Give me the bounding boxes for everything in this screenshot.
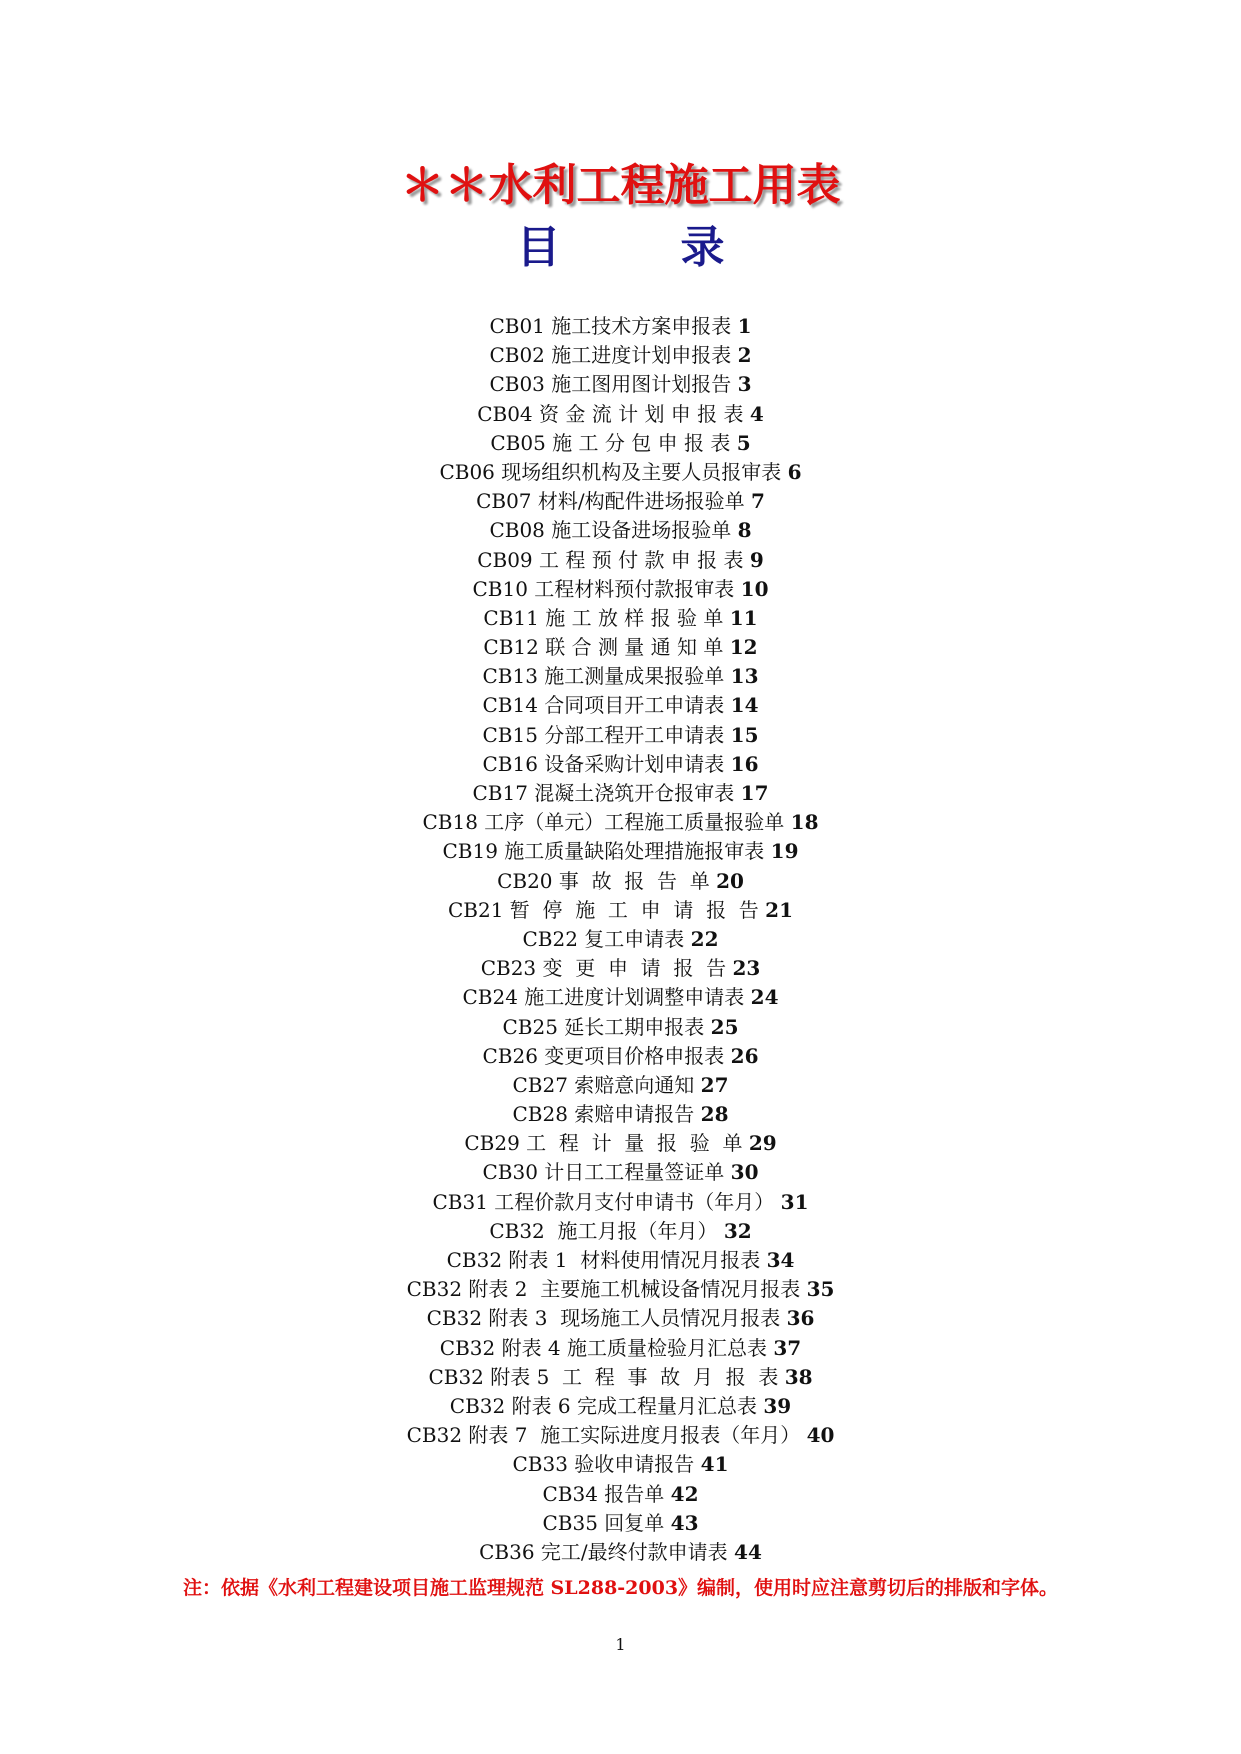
toc-entry-label: CB15 分部工程开工申请表 xyxy=(482,722,725,747)
toc-entry-label: CB32 附表 4 施工质量检验月汇总表 xyxy=(439,1335,768,1360)
toc-entry[interactable] xyxy=(0,954,1241,983)
toc-entry[interactable] xyxy=(0,370,1241,399)
toc-entry[interactable] xyxy=(0,808,1241,837)
toc-entry-page-number: 22 xyxy=(690,926,719,951)
toc-entry-page-number: 13 xyxy=(730,664,759,689)
toc-entry-page-number: 35 xyxy=(806,1277,835,1302)
toc-entry-label: CB20 事 故 报 告 单 xyxy=(497,868,710,893)
toc-entry[interactable] xyxy=(0,925,1241,954)
toc-entry-page-number: 18 xyxy=(790,810,819,835)
toc-entry-page-number: 37 xyxy=(773,1335,802,1360)
toc-entry[interactable] xyxy=(0,1129,1241,1158)
toc-entry[interactable] xyxy=(0,1421,1241,1450)
toc-entry[interactable] xyxy=(0,1392,1241,1421)
toc-entry[interactable] xyxy=(0,1071,1241,1100)
toc-entry-label: CB21 暂 停 施 工 申 请 报 告 xyxy=(447,897,759,922)
toc-entry[interactable] xyxy=(0,1450,1241,1479)
toc-entry[interactable] xyxy=(0,867,1241,896)
toc-entry[interactable] xyxy=(0,1480,1241,1509)
toc-entry-page-number: 41 xyxy=(700,1452,729,1477)
toc-entry[interactable] xyxy=(0,1188,1241,1217)
toc-entry-label: CB27 索赔意向通知 xyxy=(512,1072,695,1097)
toc-entry-page-number: 25 xyxy=(710,1014,739,1039)
toc-entry[interactable] xyxy=(0,312,1241,341)
document-title: ＊＊水利工程施工用表 xyxy=(400,160,841,211)
toc-entry-page-number: 21 xyxy=(765,897,793,922)
toc-entry-label: CB07 材料/构配件进场报验单 xyxy=(476,489,745,514)
toc-entry-label: CB36 完工/最终付款申请表 xyxy=(479,1539,728,1564)
toc-entry-label: CB31 工程价款月支付申请书（年月） xyxy=(432,1189,775,1214)
toc-entry-label: CB03 施工图用图计划报告 xyxy=(489,372,732,397)
toc-entry[interactable] xyxy=(0,779,1241,808)
toc-entry-label: CB13 施工测量成果报验单 xyxy=(482,664,725,689)
toc-entry-label: CB04 资 金 流 计 划 申 报 表 xyxy=(477,401,744,426)
toc-entry-label: CB32 施工月报（年月） xyxy=(489,1218,718,1243)
toc-entry-label: CB16 设备采购计划申请表 xyxy=(482,751,725,776)
toc-entry-page-number: 28 xyxy=(700,1102,729,1127)
toc-entry-page-number: 26 xyxy=(730,1043,759,1068)
toc-entry-label: CB01 施工技术方案申报表 xyxy=(489,314,732,338)
toc-entry-page-number: 17 xyxy=(740,781,769,805)
toc-entry[interactable] xyxy=(0,1275,1241,1304)
toc-entry[interactable] xyxy=(0,604,1241,633)
toc-entry[interactable] xyxy=(0,400,1241,429)
toc-entry-page-number: 2 xyxy=(737,343,752,368)
toc-entry-page-number: 5 xyxy=(736,430,751,455)
toc-entry[interactable] xyxy=(0,837,1241,866)
toc-entry-page-number: 6 xyxy=(787,459,802,484)
toc-entry-label: CB02 施工进度计划申报表 xyxy=(489,343,732,368)
toc-entry-label: CB10 工程材料预付款报审表 xyxy=(472,576,735,601)
toc-entry[interactable] xyxy=(0,896,1241,925)
page-number: 1 xyxy=(615,1635,626,1654)
toc-entry[interactable] xyxy=(0,429,1241,458)
toc-entry-page-number: 39 xyxy=(763,1393,792,1418)
toc-entry-label: CB32 附表 5 工 程 事 故 月 报 表 xyxy=(428,1364,779,1389)
toc-entry-label: CB29 工 程 计 量 报 验 单 xyxy=(464,1131,743,1156)
toc-entry-label: CB32 附表 6 完成工程量月汇总表 xyxy=(449,1393,758,1418)
table-of-contents xyxy=(0,312,1241,1567)
toc-entry[interactable] xyxy=(0,1013,1241,1042)
toc-entry-label: CB32 附表 2 主要施工机械设备情况月报表 xyxy=(406,1277,801,1302)
toc-entry[interactable] xyxy=(0,1158,1241,1187)
toc-entry[interactable] xyxy=(0,1363,1241,1392)
toc-entry-label: CB34 报告单 xyxy=(542,1481,665,1506)
toc-entry-page-number: 4 xyxy=(749,401,764,426)
toc-entry-page-number: 19 xyxy=(770,839,799,864)
toc-entry-page-number: 1 xyxy=(737,314,752,338)
toc-entry[interactable] xyxy=(0,1334,1241,1363)
toc-entry-label: CB18 工序（单元）工程施工质量报验单 xyxy=(422,810,785,835)
toc-entry-label: CB26 变更项目价格申报表 xyxy=(482,1043,725,1068)
toc-entry[interactable] xyxy=(0,458,1241,487)
toc-entry[interactable] xyxy=(0,721,1241,750)
toc-entry-page-number: 8 xyxy=(737,518,752,543)
toc-entry-label: CB12 联 合 测 量 通 知 单 xyxy=(483,635,724,660)
toc-entry-page-number: 20 xyxy=(716,868,744,893)
toc-entry-page-number: 38 xyxy=(784,1364,813,1389)
toc-entry[interactable] xyxy=(0,487,1241,516)
toc-entry-page-number: 36 xyxy=(786,1306,815,1331)
toc-entry[interactable] xyxy=(0,662,1241,691)
toc-entry-label: CB23 变 更 申 请 报 告 xyxy=(480,956,727,981)
toc-entry-label: CB32 附表 1 材料使用情况月报表 xyxy=(446,1248,761,1272)
toc-entry-label: CB33 验收申请报告 xyxy=(512,1452,695,1477)
toc-entry[interactable] xyxy=(0,1538,1241,1567)
toc-entry-label: CB08 施工设备进场报验单 xyxy=(489,518,732,543)
toc-entry[interactable] xyxy=(0,1042,1241,1071)
toc-entry-label: CB25 延长工期申报表 xyxy=(502,1014,705,1039)
toc-entry-page-number: 11 xyxy=(729,605,758,630)
toc-entry-page-number: 29 xyxy=(748,1131,777,1156)
toc-entry[interactable] xyxy=(0,691,1241,720)
toc-entry-label: CB09 工 程 预 付 款 申 报 表 xyxy=(477,547,744,572)
toc-entry-page-number: 24 xyxy=(750,985,779,1010)
toc-entry-page-number: 3 xyxy=(737,372,752,397)
toc-entry-label: CB06 现场组织机构及主要人员报审表 xyxy=(439,459,782,484)
toc-entry[interactable] xyxy=(0,983,1241,1012)
toc-entry-page-number: 30 xyxy=(730,1160,759,1185)
toc-entry-page-number: 31 xyxy=(780,1189,809,1214)
toc-entry-page-number: 42 xyxy=(670,1481,699,1506)
toc-entry[interactable] xyxy=(0,1509,1241,1538)
toc-entry-page-number: 34 xyxy=(766,1248,795,1272)
toc-entry-label: CB19 施工质量缺陷处理措施报审表 xyxy=(442,839,765,864)
toc-entry-page-number: 43 xyxy=(670,1510,699,1535)
toc-entry[interactable] xyxy=(0,575,1241,604)
toc-entry[interactable] xyxy=(0,341,1241,370)
toc-entry-page-number: 7 xyxy=(750,489,765,514)
toc-entry-label: CB14 合同项目开工申请表 xyxy=(482,693,725,718)
toc-entry-page-number: 23 xyxy=(732,956,761,981)
toc-entry[interactable] xyxy=(0,750,1241,779)
toc-entry-label: CB32 附表 3 现场施工人员情况月报表 xyxy=(426,1306,781,1331)
toc-entry[interactable] xyxy=(0,1217,1241,1246)
toc-entry-label: CB11 施 工 放 样 报 验 单 xyxy=(483,605,724,630)
toc-entry[interactable] xyxy=(0,516,1241,545)
toc-entry[interactable] xyxy=(0,633,1241,662)
toc-entry-page-number: 27 xyxy=(700,1072,729,1097)
toc-entry-label: CB32 附表 7 施工实际进度月报表（年月） xyxy=(406,1423,801,1448)
toc-entry-page-number: 40 xyxy=(806,1423,835,1448)
toc-entry-page-number: 44 xyxy=(734,1539,762,1564)
toc-entry-label: CB35 回复单 xyxy=(542,1510,665,1535)
toc-entry[interactable] xyxy=(0,1304,1241,1333)
toc-entry-label: CB28 索赔申请报告 xyxy=(512,1102,695,1127)
compilation-note: 注：依据《水利工程建设项目施工监理规范 SL288-2003》编制，使用时应注意剪切后的排版和字体。 xyxy=(182,1577,1059,1599)
toc-entry-page-number: 12 xyxy=(729,635,758,660)
toc-entry-page-number: 32 xyxy=(723,1218,752,1243)
toc-entry-label: CB05 施 工 分 包 申 报 表 xyxy=(490,430,731,455)
toc-entry-label: CB30 计日工工程量签证单 xyxy=(482,1160,725,1185)
toc-entry-page-number: 10 xyxy=(740,576,769,601)
toc-entry[interactable] xyxy=(0,1246,1241,1275)
toc-entry-label: CB22 复工申请表 xyxy=(522,926,685,951)
toc-entry-page-number: 16 xyxy=(730,751,759,776)
table-of-contents-heading: 目录 xyxy=(516,222,845,273)
toc-entry[interactable] xyxy=(0,1100,1241,1129)
toc-entry-page-number: 9 xyxy=(749,547,764,572)
toc-entry-page-number: 15 xyxy=(730,722,759,747)
toc-entry-label: CB24 施工进度计划调整申请表 xyxy=(462,985,745,1010)
toc-entry-page-number: 14 xyxy=(730,693,759,718)
toc-entry[interactable] xyxy=(0,546,1241,575)
toc-entry-label: CB17 混凝土浇筑开仓报审表 xyxy=(472,781,735,805)
